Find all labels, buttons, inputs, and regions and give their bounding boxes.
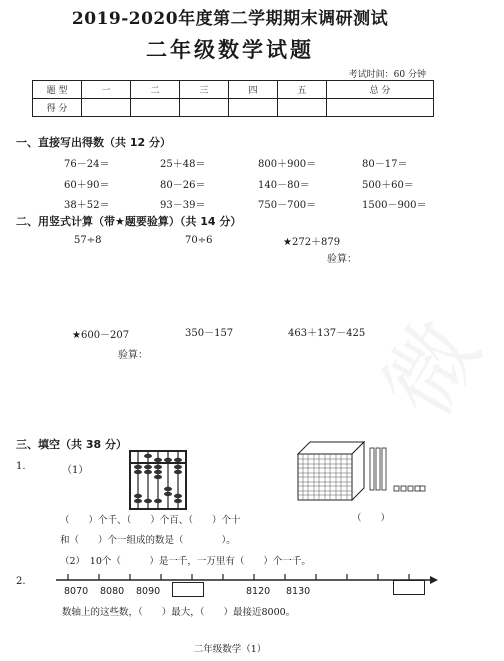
arithmetic-item: 76－24＝ xyxy=(64,159,110,170)
arithmetic-item: 38＋52＝ xyxy=(64,200,110,211)
score-cell: 得 分 xyxy=(33,99,82,117)
fill-in-line[interactable]: 数轴上的这些数，（ ）最大，（ ）最接近8000。 xyxy=(62,607,296,618)
vertical-calc-item: ★600－207 xyxy=(72,330,130,341)
fill-in-line[interactable]: 和（ ）个一组成的数是（ ）。 xyxy=(60,535,236,546)
vertical-calc-item: 70÷6 xyxy=(185,235,213,246)
score-table-header-row xyxy=(33,81,434,99)
section2-heading: 二、用竖式计算（带★题要验算）（共 14 分） xyxy=(16,215,242,228)
page-subtitle: 二年级数学试题 xyxy=(146,37,314,62)
section1-heading: 一、直接写出得数（共 12 分） xyxy=(16,136,171,149)
number-line-answer-box[interactable] xyxy=(172,582,204,597)
vertical-calc-item: ★272＋879 xyxy=(283,237,341,248)
blocks-answer-blank[interactable]: （ ） xyxy=(352,513,391,524)
number-line-label: 8090 xyxy=(136,586,161,597)
number-line-label: 8130 xyxy=(286,586,311,597)
score-cell: 一 xyxy=(82,81,131,99)
section3-heading: 三、填空（共 38 分） xyxy=(16,438,127,451)
vertical-calc-item: 463＋137－425 xyxy=(288,328,366,339)
score-input[interactable] xyxy=(82,99,131,117)
question-number: 1. xyxy=(16,461,26,472)
arithmetic-item: 500＋60＝ xyxy=(362,180,414,191)
arithmetic-item: 25＋48＝ xyxy=(160,159,206,170)
arithmetic-item: 93－39＝ xyxy=(160,200,206,211)
page-title: 2019-2020年度第二学期期末调研测试 xyxy=(71,9,389,29)
subquestion-label: （1） xyxy=(62,465,89,476)
score-cell: 二 xyxy=(130,81,179,99)
fill-in-line[interactable]: （2） 10个（ ）是一千，一万里有（ ）个一千。 xyxy=(60,556,311,567)
score-input[interactable] xyxy=(179,99,228,117)
exam-time: 考试时间：60 分钟 xyxy=(348,70,426,80)
score-input[interactable] xyxy=(228,99,277,117)
score-input[interactable] xyxy=(277,99,326,117)
score-table-score-row xyxy=(33,99,434,117)
place-value-blocks-icon xyxy=(296,440,426,502)
number-line-answer-box[interactable] xyxy=(393,580,425,595)
arithmetic-item: 140－80＝ xyxy=(258,180,310,191)
arithmetic-item: 60＋90＝ xyxy=(64,180,110,191)
fill-in-line[interactable]: （ ）个千、（ ）个百、（ ）个十 xyxy=(60,515,241,526)
page-footer: 二年级数学（1） xyxy=(193,644,267,655)
score-cell: 五 xyxy=(277,81,326,99)
score-table xyxy=(32,80,434,117)
question-number: 2. xyxy=(16,576,26,587)
score-cell: 四 xyxy=(228,81,277,99)
number-line-label: 8120 xyxy=(246,586,271,597)
score-input[interactable] xyxy=(326,99,433,117)
number-line xyxy=(56,568,440,586)
arithmetic-item: 750－700＝ xyxy=(258,200,317,211)
arithmetic-item: 80－26＝ xyxy=(160,180,206,191)
arithmetic-item: 80－17＝ xyxy=(362,159,408,170)
score-cell: 三 xyxy=(179,81,228,99)
number-line-label: 8080 xyxy=(100,586,125,597)
check-label: 验算： xyxy=(327,254,357,265)
check-label: 验算： xyxy=(118,350,148,361)
number-line-label: 8070 xyxy=(64,586,89,597)
score-cell: 题 型 xyxy=(33,81,82,99)
arithmetic-item: 800＋900＝ xyxy=(258,159,317,170)
vertical-calc-item: 57÷8 xyxy=(74,235,102,246)
vertical-calc-item: 350－157 xyxy=(185,328,234,339)
abacus-icon xyxy=(128,449,188,511)
score-cell: 总 分 xyxy=(326,81,433,99)
score-input[interactable] xyxy=(130,99,179,117)
arithmetic-item: 1500－900＝ xyxy=(362,200,427,211)
watermark: 微 xyxy=(364,304,501,435)
